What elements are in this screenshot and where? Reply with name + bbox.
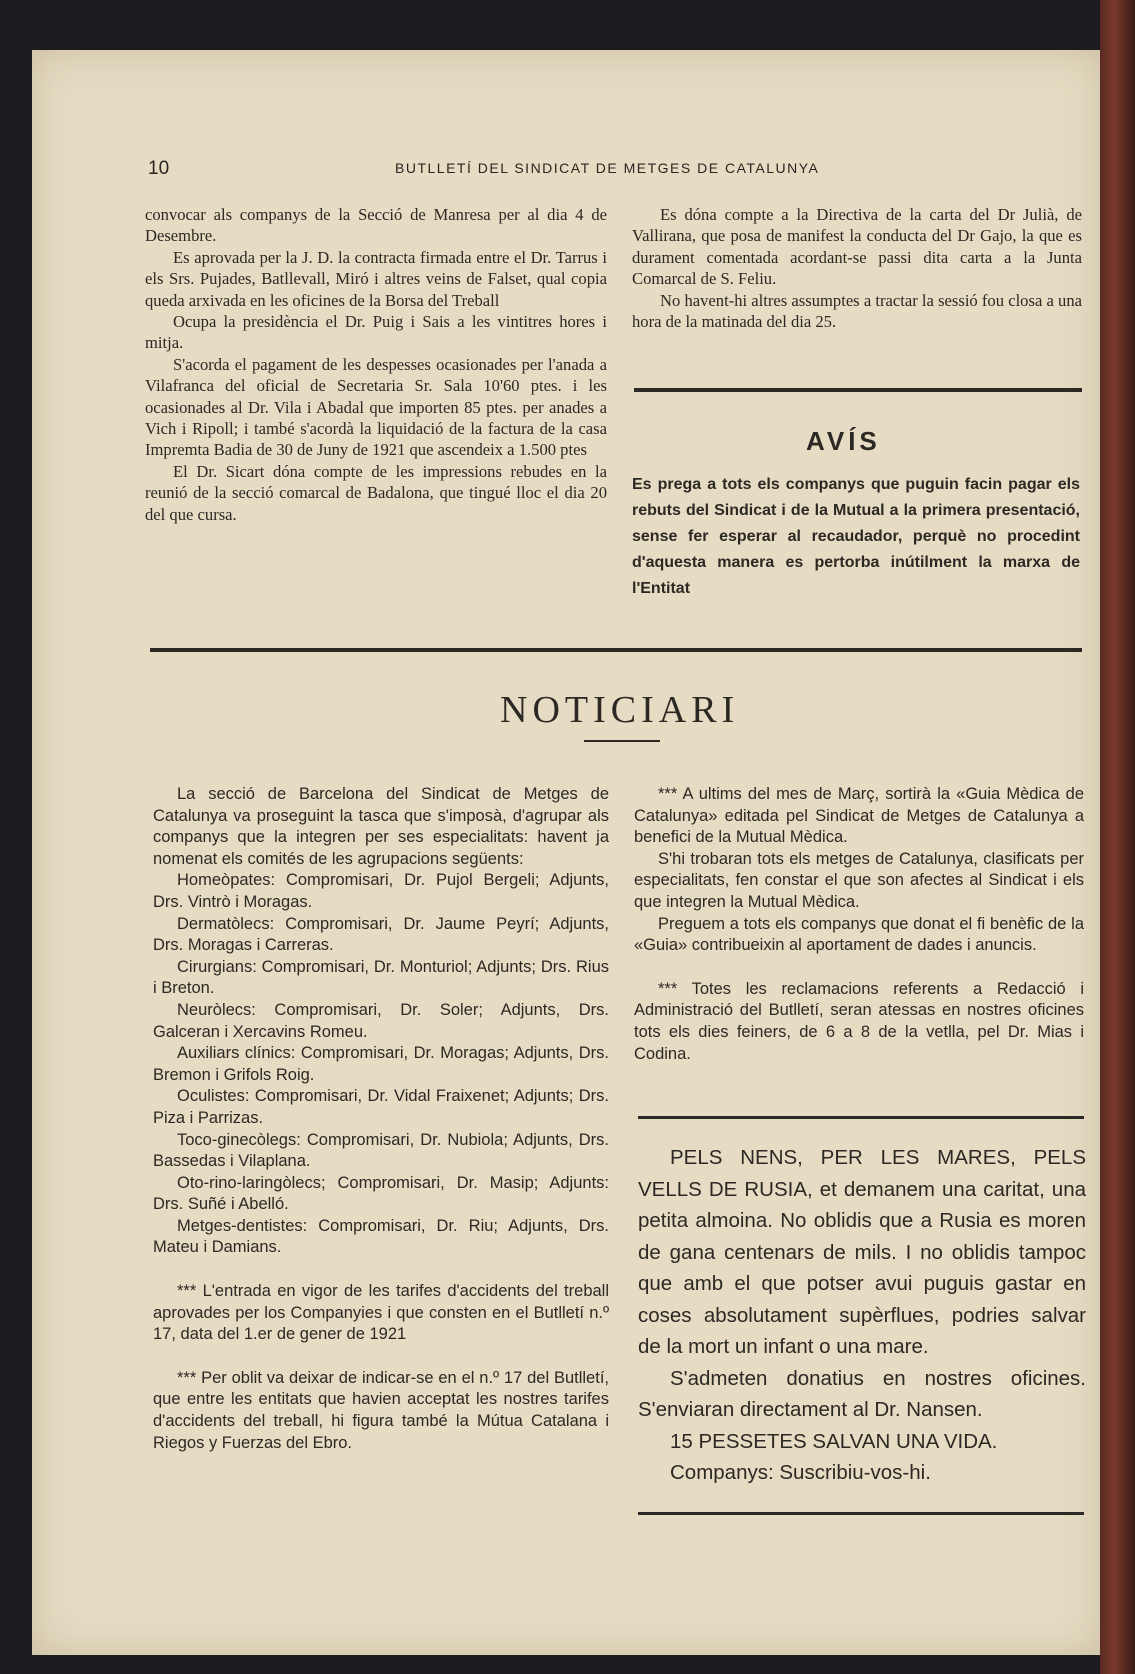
- running-header: BUTLLETÍ DEL SINDICAT DE METGES DE CATALUNYA: [395, 160, 820, 176]
- section-divider: [150, 648, 1082, 652]
- paragraph: S'acorda el pagament de les despesses ocasionades per l'anada a Vilafranca del oficial de Secretaria Sr. Sala 10'60 ptes. i les ocasionades al Dr. Vila i Abadal que importen 85 ptes. per anades a Vich i Ripoll; i també s'acordà la liquidació de la factura de la casa Impremta Badia de 30 de Juny de 1921 que ascendeix a 1.500 ptes: [145, 354, 607, 460]
- top-right-column: [632, 204, 1082, 332]
- paragraph: Homeòpates: Compromisari, Dr. Pujol Bergeli; Adjunts, Drs. Vintrò i Moragas.: [153, 871, 609, 911]
- paragraph: Ocupa la presidència el Dr. Puig i Sais a les vintitres hores i mitja.: [145, 312, 607, 353]
- noticiari-left-column: [153, 784, 609, 1454]
- appeal-box: [638, 1142, 1086, 1489]
- paragraph: Oculistes: Compromisari, Dr. Vidal Fraixenet; Adjunts; Drs. Piza i Parrizas.: [153, 1087, 609, 1127]
- paragraph: Es aprovada per la J. D. la contracta firmada entre el Dr. Tarrus i els Srs. Pujades, Batllevall, Miró i altres veins de Falset, qual copia queda arxivada en les oficines de la Borsa del Treball: [145, 247, 607, 310]
- paragraph: Dermatòlecs: Compromisari, Dr. Jaume Peyrí; Adjunts, Drs. Moragas i Carreras.: [153, 914, 609, 955]
- paragraph: Es dóna compte a la Directiva de la carta del Dr Julià, de Vallirana, que posa de manifest la conducta del Dr Gajo, la que es durament comentada acordant-se passi dita carta a la Junta Comarcal de S. Feliu.: [632, 205, 1082, 289]
- paragraph: convocar als companys de la Secció de Manresa per al dia 4 de Desembre.: [145, 205, 607, 246]
- divider: [638, 1116, 1084, 1119]
- paragraph: Auxiliars clínics: Compromisari, Dr. Moragas; Adjunts, Drs. Bremon i Grifols Roig.: [153, 1044, 609, 1084]
- noticiari-right-column: [634, 784, 1084, 1065]
- top-left-column: [145, 204, 607, 525]
- paragraph: Neuròlecs: Compromisari, Dr. Soler; Adjunts, Drs. Galceran i Xercavins Romeu.: [153, 1000, 609, 1041]
- paragraph: PELS NENS, PER LES MARES, PELS VELLS DE RUSIA, et demanem una caritat, una petita almoina. No oblidis que a Rusia es moren de gana centenars de mils. I no oblidis tampoc que amb el que potser avui puguis gastar en coses absolutament supèrflues, podries salvar de la mort un infant o una mare.: [638, 1146, 1086, 1358]
- divider: [634, 388, 1082, 392]
- paragraph: El Dr. Sicart dóna compte de les impressions rebudes en la reunió de la secció comarcal de Badalona, que tingué lloc el dia 20 del que cursa.: [145, 461, 607, 524]
- section-title: NOTICIARI: [500, 689, 740, 731]
- paragraph: S'hi trobaran tots els metges de Catalunya, clasificats per especialitats, fen constar el que son afectes al Sindicat i els que integren la Mutual Mèdica.: [634, 849, 1084, 911]
- paragraph: *** L'entrada en vigor de les tarifes d'accidents del treball aprovades per los Companyies i que consten en el Butlletí n.º 17, data del 1.er de gener de 1921: [153, 1282, 609, 1344]
- paragraph: Cirurgians: Compromisari, Dr. Monturiol; Adjunts; Drs. Rius i Breton.: [153, 957, 609, 998]
- paragraph: *** A ultims del mes de Març, sortirà la «Guia Mèdica de Catalunya» editada pel Sindicat de Metges de Catalunya a benefici de la Mutual Mèdica.: [634, 785, 1084, 847]
- paragraph: La secció de Barcelona del Sindicat de Metges de Catalunya va proseguint la tasca que s'imposà, d'agrupar als companys que la integren per ses especialitats: havent ja nomenat els comités de les agrupacions següents:: [153, 785, 609, 868]
- title-underline: [584, 740, 660, 742]
- paragraph: Metges-dentistes: Compromisari, Dr. Riu; Adjunts, Drs. Mateu i Damians.: [153, 1216, 609, 1257]
- paragraph: Companys: Suscribiu-vos-hi.: [670, 1461, 931, 1484]
- notice-title: AVÍS: [806, 426, 881, 456]
- paragraph: *** Totes les reclamacions referents a Redacció i Administració del Butlletí, seran atessas en nostres oficines tots els dies feiners, de 6 a 8 de la vetlla, pel Dr. Mias i Codina.: [634, 979, 1084, 1063]
- paragraph: Toco-ginecòlegs: Compromisari, Dr. Nubiola; Adjunts, Drs. Bassedas i Vilaplana.: [153, 1130, 609, 1171]
- paragraph: Preguem a tots els companys que donat el fi benèfic de la «Guia» contribueixin al aportament de dades i anuncis.: [634, 914, 1084, 955]
- divider: [638, 1512, 1084, 1515]
- paragraph: *** Per oblit va deixar de indicar-se en el n.º 17 del Butlletí, que entre les entitats que havien acceptat les nostres tarifes d'accidents del treball, hi figura també la Mútua Catalana i Riegos y Fuerzas del Ebro.: [153, 1368, 609, 1452]
- notice-body: Es prega a tots els companys que puguin facin pagar els rebuts del Sindicat i de la Mutual a la primera presentació, sense fer esperar al recaudador, perquè no procedint d'aquesta manera es pertorba inútilment la marxa de l'Entitat: [632, 476, 1080, 597]
- paragraph: 15 PESSETES SALVAN UNA VIDA.: [670, 1429, 998, 1453]
- page-number: 10: [148, 158, 170, 179]
- paragraph: S'admeten donatius en nostres oficines. S'enviaran directament al Dr. Nansen.: [638, 1366, 1086, 1421]
- book-spine: [1100, 0, 1135, 1674]
- paragraph: Oto-rino-laringòlecs; Compromisari, Dr. Masip; Adjunts: Drs. Suñé i Abelló.: [153, 1173, 609, 1214]
- paragraph: No havent-hi altres assumptes a tractar la sessió fou closa a una hora de la matinada del dia 25.: [632, 290, 1082, 332]
